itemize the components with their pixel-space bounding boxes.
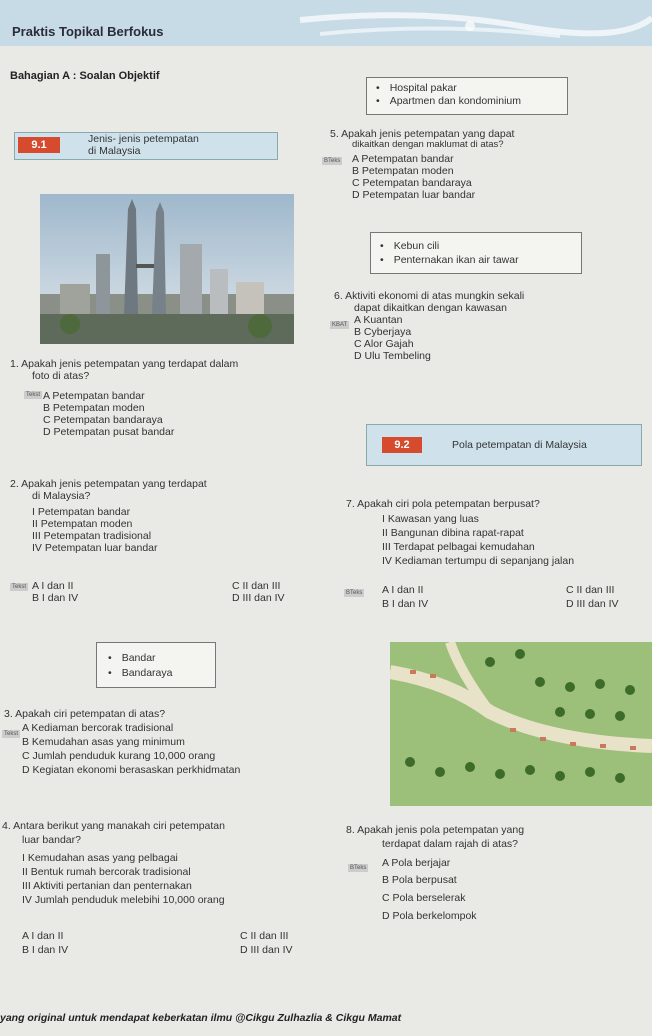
q4-option-d[interactable]: D III dan IV xyxy=(240,944,293,956)
q5-tag: BTeks xyxy=(324,158,341,164)
q3-option-c[interactable]: C Jumlah penduduk kurang 10,000 orang xyxy=(22,750,216,762)
q1-option-a[interactable]: A Petempatan bandar xyxy=(43,390,145,402)
q6-stem-cont: dapat dikaitkan dengan kawasan xyxy=(354,302,507,314)
q7-option-d[interactable]: D III dan IV xyxy=(566,598,619,610)
q7-option-a[interactable]: A I dan II xyxy=(382,584,424,596)
q1-option-b[interactable]: B Petempatan moden xyxy=(43,402,145,414)
q6-option-a[interactable]: A Kuantan xyxy=(354,314,403,326)
q3-stem: 3. Apakah ciri petempatan di atas? xyxy=(4,708,166,720)
q5-stem-cont: dikaitkan dengan maklumat di atas? xyxy=(352,139,504,150)
q4-item-iv: IV Jumlah penduduk melebihi 10,000 orang xyxy=(22,894,225,906)
section-title: Bahagian A : Soalan Objektif xyxy=(10,70,160,82)
q8-option-a[interactable]: A Pola berjajar xyxy=(382,857,451,869)
q2-item-iv: IV Petempatan luar bandar xyxy=(32,542,158,554)
q6-option-d[interactable]: D Ulu Tembeling xyxy=(354,350,431,362)
q6-stem: 6. Aktiviti ekonomi di atas mungkin sekali xyxy=(334,290,525,302)
city-skyline-photo xyxy=(40,194,294,344)
header-banner xyxy=(0,0,652,46)
q3-info-item: • Bandar xyxy=(108,652,156,664)
skyline-illustration xyxy=(40,194,294,344)
q4-stem-cont: luar bandar? xyxy=(22,834,81,846)
q4-stem: 4. Antara berikut yang manakah ciri petempatan xyxy=(2,820,225,832)
q2-stem: 2. Apakah jenis petempatan yang terdapat xyxy=(10,478,207,490)
q7-item-iv: IV Kediaman tertumpu di sepanjang jalan xyxy=(382,555,575,567)
topic-title-line1: Jenis- jenis petempatan xyxy=(88,133,199,145)
q4-option-b[interactable]: B I dan IV xyxy=(22,944,69,956)
q5-option-c[interactable]: C Petempatan bandaraya xyxy=(352,177,472,189)
q1-stem-cont: foto di atas? xyxy=(32,370,90,382)
banner-decoration xyxy=(0,0,652,46)
q4-item-iii: III Aktiviti pertanian dan penternakan xyxy=(22,880,192,892)
q1-option-c[interactable]: C Petempatan bandaraya xyxy=(43,414,163,426)
q1-stem: 1. Apakah jenis petempatan yang terdapat dalam xyxy=(10,358,239,370)
topic-number-badge: 9.2 xyxy=(382,437,422,453)
q2-option-d[interactable]: D III dan IV xyxy=(232,592,285,604)
q7-item-iii: III Terdapat pelbagai kemudahan xyxy=(382,541,535,553)
q3-option-b[interactable]: B Kemudahan asas yang minimum xyxy=(22,736,185,748)
q7-option-c[interactable]: C II dan III xyxy=(566,584,615,596)
q2-stem-cont: di Malaysia? xyxy=(32,490,91,502)
q7-item-i: I Kawasan yang luas xyxy=(382,513,479,525)
q3-option-d[interactable]: D Kegiatan ekonomi berasaskan perkhidmatan xyxy=(22,764,241,776)
q7-item-ii: II Bangunan dibina rapat-rapat xyxy=(382,527,524,539)
q3-info-box xyxy=(96,642,216,688)
q6-tag: KBAT xyxy=(332,322,348,328)
q8-option-d[interactable]: D Pola berkelompok xyxy=(382,910,477,922)
q7-option-b[interactable]: B I dan IV xyxy=(382,598,429,610)
q8-tag: BTeks xyxy=(350,865,367,871)
q6-info-item: • Penternakan ikan air tawar xyxy=(380,254,519,266)
q4-item-i: I Kemudahan asas yang pelbagai xyxy=(22,852,178,864)
q8-option-b[interactable]: B Pola berpusat xyxy=(382,874,457,886)
q5-stem: 5. Apakah jenis petempatan yang dapat xyxy=(330,128,515,140)
q2-option-c[interactable]: C II dan III xyxy=(232,580,281,592)
q1-option-d[interactable]: D Petempatan pusat bandar xyxy=(43,426,175,438)
q4-option-a[interactable]: A I dan II xyxy=(22,930,64,942)
q2-item-iii: III Petempatan tradisional xyxy=(32,530,152,542)
q5-info-item: • Apartmen dan kondominium xyxy=(376,95,521,107)
q3-info-item: • Bandaraya xyxy=(108,667,172,679)
settlement-pattern-diagram xyxy=(390,642,652,806)
q4-item-ii: II Bentuk rumah bercorak tradisional xyxy=(22,866,191,878)
q6-info-box xyxy=(370,232,582,274)
q8-stem-cont: terdapat dalam rajah di atas? xyxy=(382,838,519,850)
diagram-illustration xyxy=(390,642,652,806)
topic-title: Pola petempatan di Malaysia xyxy=(452,439,587,451)
q7-tag: BTeks xyxy=(346,590,363,596)
page-title: Praktis Topikal Berfokus xyxy=(12,24,164,39)
topic-number-badge: 9.1 xyxy=(18,137,60,153)
q3-tag: Tekst xyxy=(4,731,19,737)
q5-option-b[interactable]: B Petempatan moden xyxy=(352,165,454,177)
q6-option-c[interactable]: C Alor Gajah xyxy=(354,338,414,350)
footer-credit: yang original untuk mendapat keberkatan ilmu @Cikgu Zulhazlia & Cikgu Mamat xyxy=(0,1012,402,1024)
q2-tag: Tekst xyxy=(12,584,27,590)
topic-title-line2: di Malaysia xyxy=(88,145,141,157)
q4-option-c[interactable]: C II dan III xyxy=(240,930,289,942)
q2-item-i: I Petempatan bandar xyxy=(32,506,131,518)
q6-option-b[interactable]: B Cyberjaya xyxy=(354,326,412,338)
q2-item-ii: II Petempatan moden xyxy=(32,518,133,530)
q6-info-item: • Kebun cili xyxy=(380,240,439,252)
q1-tag: Tekst xyxy=(26,392,41,398)
q8-stem: 8. Apakah jenis pola petempatan yang xyxy=(346,824,525,836)
q2-option-b[interactable]: B I dan IV xyxy=(32,592,79,604)
q5-info-item: • Hospital pakar xyxy=(376,82,457,94)
q5-option-d[interactable]: D Petempatan luar bandar xyxy=(352,189,476,201)
q5-option-a[interactable]: A Petempatan bandar xyxy=(352,153,454,165)
q3-option-a[interactable]: A Kediaman bercorak tradisional xyxy=(22,722,174,734)
q8-option-c[interactable]: C Pola berselerak xyxy=(382,892,466,904)
q2-option-a[interactable]: A I dan II xyxy=(32,580,74,592)
q7-stem: 7. Apakah ciri pola petempatan berpusat? xyxy=(346,498,540,510)
